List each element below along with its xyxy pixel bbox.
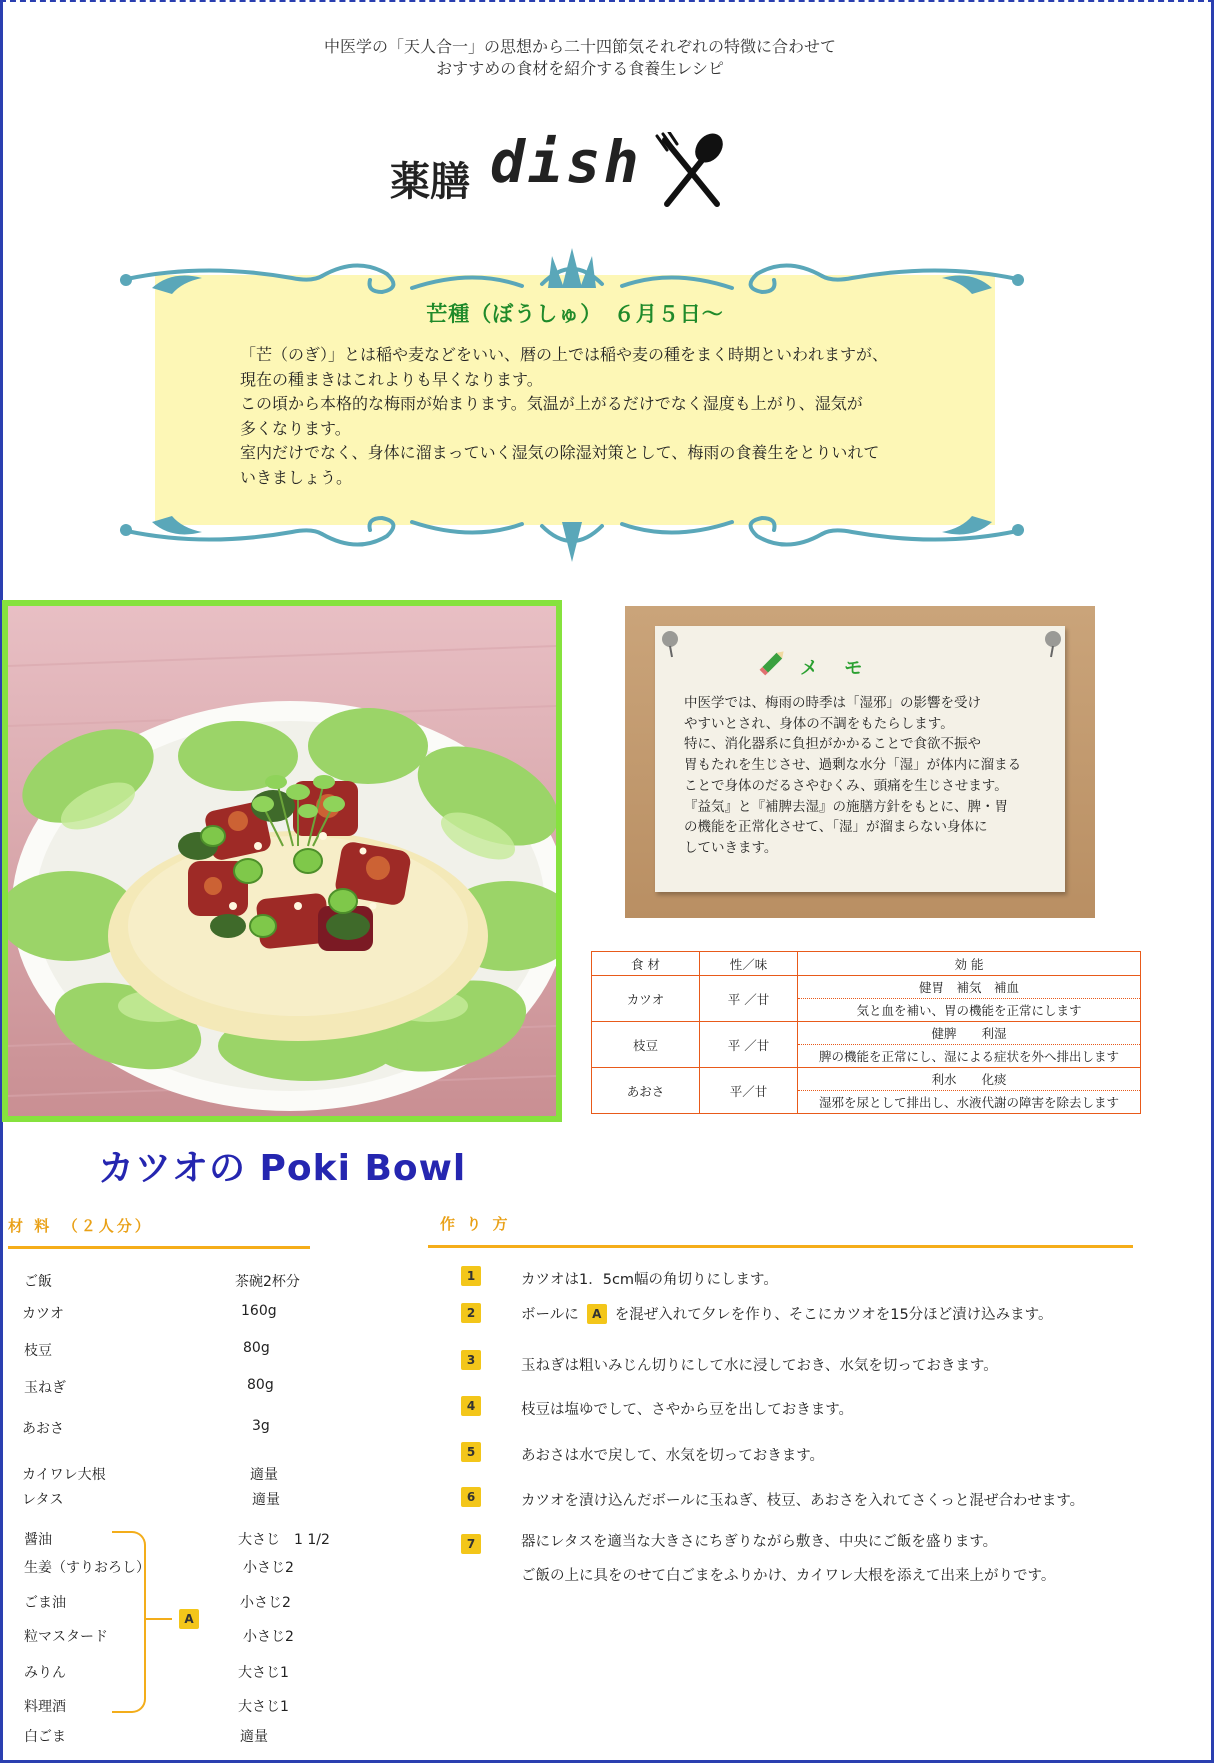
step-number: 4	[461, 1396, 481, 1416]
dish-illustration	[8, 606, 556, 1116]
sauce-ingredient-name: 料理酒	[24, 1699, 66, 1715]
food-effect-detail: 脾の機能を正常にし、湿による症状を外へ排出します	[798, 1045, 1141, 1068]
memo-line: 中医学では、梅雨の時季は「湿邪」の影響を受け	[684, 695, 981, 711]
season-line: 多くなります。	[240, 418, 351, 438]
ingredients-rule	[8, 1246, 310, 1249]
sauce-badge: A	[179, 1609, 199, 1629]
ingredient-amount: 適量	[252, 1492, 280, 1508]
step-text: 器にレタスを適当な大きさにちぎりながら敷き、中央にご飯を盛ります。	[521, 1534, 998, 1550]
pencil-icon	[758, 648, 788, 676]
dish-title: カツオの Poki Bowl	[98, 1148, 467, 1189]
step-text	[521, 1303, 1053, 1324]
sauce-ingredient-name: みりん	[24, 1665, 66, 1681]
fork-spoon-icon	[645, 132, 735, 212]
memo-line: やすいとされ、身体の不調をもたらします。	[684, 715, 954, 732]
sauce-ingredient-name: 粒マスタード	[24, 1629, 108, 1645]
ingredient-name: ご飯	[24, 1274, 52, 1290]
sauce-ingredient-name: 生姜（すりおろし）	[24, 1560, 150, 1576]
step-text-part: を混ぜ入れて夕レを作り、そこにカツオを15分ほど漬け込みます。	[614, 1307, 1053, 1323]
ingredient-amount: 80g	[243, 1340, 270, 1356]
step-number: 7	[461, 1534, 481, 1554]
sauce-ingredient-amount: 小さじ2	[243, 1560, 294, 1576]
ingredient-name: 枝豆	[24, 1343, 52, 1359]
table-header: 効 能	[798, 952, 1141, 976]
sauce-ingredient-amount: 小さじ2	[240, 1595, 291, 1611]
ingredient-amount: 適量	[250, 1467, 278, 1483]
sauce-ingredient-amount: 大さじ1	[238, 1665, 289, 1681]
food-nature: 平／甘	[700, 1068, 798, 1114]
season-title: 芒種（ぼうしゅ） ６月５日～	[426, 302, 724, 326]
step-number: 5	[461, 1442, 481, 1462]
food-nature: 平 ／甘	[700, 1022, 798, 1068]
ingredient-name: 白ごま	[24, 1729, 66, 1745]
step-number: 3	[461, 1350, 481, 1370]
food-name: カツオ	[592, 976, 700, 1022]
ingredients-label: 材 料 （２人分）	[8, 1217, 153, 1235]
season-line: この頃から本格的な梅雨が始まります。気温が上がるだけでなく湿度も上がり、湿気が	[240, 394, 863, 413]
pushpin-icon	[659, 630, 681, 658]
step-text: 玉ねぎは粗いみじん切りにして水に浸しておき、水気を切っておきます。	[521, 1358, 998, 1374]
ingredient-name: カイワレ大根	[22, 1467, 106, 1483]
memo-text	[684, 693, 1054, 859]
bracket-connector	[144, 1618, 172, 1620]
memo-line: 胃もたれを生じさせ、過剰な水分「湿」が体内に溜まる	[684, 757, 1022, 774]
ornament-bottom	[112, 494, 1032, 564]
food-effect: 健脾 利湿	[798, 1022, 1141, 1045]
logo-kanji: 薬膳	[390, 158, 470, 205]
step-number: 2	[461, 1303, 481, 1323]
food-name: あおさ	[592, 1068, 700, 1114]
sauce-bracket	[112, 1531, 146, 1713]
intro-line-1: 中医学の「天人合一」の思想から二十四節気それぞれの特徴に合わせて	[323, 37, 836, 56]
season-line: 室内だけでなく、身体に溜まっていく湿気の除湿対策として、梅雨の食養生をとりいれて	[240, 443, 880, 462]
memo-line: の機能を正常化させて、「湿」が溜まらない身体に	[684, 819, 988, 836]
sauce-ingredient-amount: 大さじ1	[238, 1699, 289, 1715]
step-text: 枝豆は塩ゆでして、さやから豆を出しておきます。	[521, 1402, 854, 1418]
season-line: いきましょう。	[240, 467, 353, 487]
table-row	[592, 976, 1141, 999]
ingredient-amount: 適量	[240, 1729, 268, 1745]
ingredient-name: レタス	[22, 1492, 64, 1508]
ingredient-amount: 茶碗2杯分	[235, 1274, 300, 1290]
sauce-ingredient-name: ごま油	[24, 1595, 66, 1611]
intro-text	[0, 36, 1160, 80]
table-row	[592, 1068, 1141, 1091]
pushpin-icon	[1042, 630, 1064, 658]
season-line: 「芒（のぎ）」とは稲や麦などをいい、暦の上では稲や麦の種をまく時期といわれますが、	[240, 345, 889, 364]
sauce-badge-inline: A	[587, 1304, 607, 1324]
step-text: カツオを漬け込んだボールに玉ねぎ、枝豆、あおさを入れてさくっと混ぜ合わせます。	[521, 1493, 1085, 1509]
season-description	[240, 343, 940, 490]
sauce-ingredient-name: 醤油	[24, 1532, 52, 1548]
logo-word: dish	[490, 128, 642, 196]
food-effect-detail: 気と血を補い、胃の機能を正常にします	[798, 999, 1141, 1022]
logo	[390, 128, 750, 218]
step-text-continued: ご飯の上に具をのせて白ごまをふりかけ、カイワレ大根を添えて出来上がりです。	[521, 1568, 1056, 1584]
season-line: 現在の種まきはこれよりも早くなります。	[240, 369, 543, 389]
method-label: 作 り 方	[440, 1215, 511, 1233]
step-text-part: ボールに	[521, 1307, 579, 1323]
sauce-ingredient-amount: 大さじ 1 1/2	[238, 1532, 330, 1548]
table-header: 食 材	[592, 952, 700, 976]
ingredient-amount: 3g	[252, 1418, 270, 1434]
ingredient-name: あおさ	[22, 1421, 64, 1437]
memo-line: していきます。	[684, 839, 778, 856]
food-properties-table	[591, 951, 1141, 1114]
food-effect: 健胃 補気 補血	[798, 976, 1141, 999]
table-header: 性／味	[700, 952, 798, 976]
table-header-row	[592, 952, 1141, 976]
table-row	[592, 1022, 1141, 1045]
ingredient-name: 玉ねぎ	[24, 1380, 66, 1396]
food-effect: 利水 化痰	[798, 1068, 1141, 1091]
step-text: カツオは1．5cm幅の角切りにします。	[521, 1272, 778, 1288]
method-rule	[428, 1245, 1133, 1248]
ingredient-name: カツオ	[22, 1306, 64, 1322]
ingredient-amount: 160g	[241, 1303, 277, 1319]
memo-line: ことで身体のだるさやむくみ、頭痛を生じさせます。	[684, 777, 1008, 794]
food-effect-detail: 湿邪を尿として排出し、水液代謝の障害を除去します	[798, 1091, 1141, 1114]
step-number: 1	[461, 1266, 481, 1286]
memo-line: 『益気』と『補脾去湿』の施膳方針をもとに、脾・胃	[684, 798, 1008, 815]
food-name: 枝豆	[592, 1022, 700, 1068]
step-text: あおさは水で戻して、水気を切っておきます。	[521, 1448, 825, 1464]
ingredient-amount: 80g	[247, 1377, 274, 1393]
sauce-ingredient-amount: 小さじ2	[243, 1629, 294, 1645]
intro-line-2: おすすめの食材を紹介する食養生レシピ	[436, 59, 724, 78]
food-nature: 平 ／甘	[700, 976, 798, 1022]
dish-photo	[2, 600, 562, 1122]
step-number: 6	[461, 1487, 481, 1507]
memo-title: メ モ	[800, 658, 873, 679]
memo-line: 特に、消化器系に負担がかかることで食欲不振や	[684, 736, 981, 753]
